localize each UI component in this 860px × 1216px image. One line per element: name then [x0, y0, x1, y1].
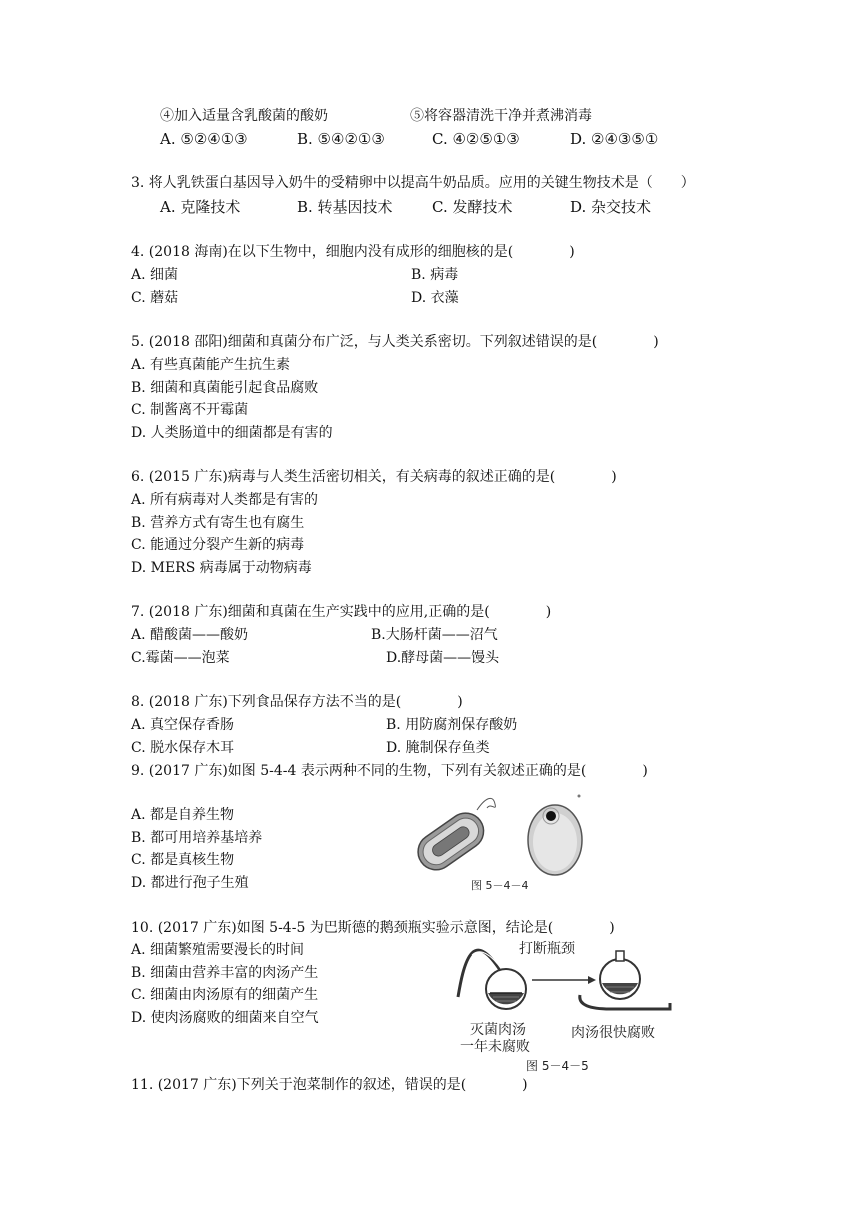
arrow-icon: [532, 976, 596, 984]
prev-option-a: A. ⑤②④①③: [160, 130, 248, 148]
q10-option-d: D. 使肉汤腐败的细菌来自空气: [131, 1010, 319, 1026]
prev-option-d: D. ②④③⑤①: [570, 130, 659, 148]
q10-option-b: B. 细菌由营养丰富的肉汤产生: [131, 965, 319, 981]
figure-5-4-5-left-label-1: 灭菌肉汤: [470, 1022, 526, 1038]
q8-option-a: A. 真空保存香肠: [131, 717, 235, 733]
prev-option-b: B. ⑤④②①③: [297, 130, 385, 148]
yeast-cell-illustration: [528, 795, 582, 876]
question-3-stem: 3. 将人乳铁蛋白基因导入奶牛的受精卵中以提高牛奶品质。应用的关键生物技术是（ ）: [131, 175, 695, 191]
figure-5-4-4-caption: 图 5－4－4: [471, 879, 529, 892]
q10-option-a: A. 细菌繁殖需要漫长的时间: [131, 942, 305, 958]
q4-option-d: D. 衣藻: [411, 290, 459, 306]
q5-option-b: B. 细菌和真菌能引起食品腐败: [131, 380, 319, 396]
figure-5-4-5-right-label: 肉汤很快腐败: [571, 1025, 655, 1041]
q5-option-a: A. 有些真菌能产生抗生素: [131, 357, 291, 373]
q7-option-c: C.霉菌——泡菜: [131, 650, 230, 666]
previous-step-5: ⑤将容器清洗干净并煮沸消毒: [410, 108, 592, 124]
q7-option-b: B.大肠杆菌——沼气: [371, 627, 498, 643]
q9-option-d: D. 都进行孢子生殖: [131, 875, 249, 891]
q8-option-c: C. 脱水保存木耳: [131, 740, 235, 756]
question-7-stem: 7. (2018 广东)细菌和真菌在生产实践中的应用,正确的是( ): [131, 604, 552, 620]
q10-option-c: C. 细菌由肉汤原有的细菌产生: [131, 987, 319, 1003]
prev-option-c: C. ④②⑤①③: [432, 130, 520, 148]
q9-option-c: C. 都是真核生物: [131, 852, 235, 868]
q4-option-c: C. 蘑菇: [131, 290, 179, 306]
q4-option-b: B. 病毒: [411, 267, 459, 283]
q4-option-a: A. 细菌: [131, 267, 179, 283]
q5-option-c: C. 制酱离不开霉菌: [131, 402, 249, 418]
figure-5-4-5-left-label-2: 一年未腐败: [460, 1039, 530, 1055]
q7-option-a: A. 醋酸菌——酸奶: [131, 627, 249, 643]
question-4-stem: 4. (2018 海南)在以下生物中，细胞内没有成形的细胞核的是( ): [131, 244, 575, 260]
q8-option-b: B. 用防腐剂保存酸奶: [386, 717, 518, 733]
question-6-stem: 6. (2015 广东)病毒与人类生活密切相关，有关病毒的叙述正确的是( ): [131, 469, 617, 485]
q6-option-a: A. 所有病毒对人类都是有害的: [131, 492, 319, 508]
q7-option-d: D.酵母菌——馒头: [386, 650, 500, 666]
question-10-stem: 10. (2017 广东)如图 5-4-5 为巴斯德的鹅颈瓶实验示意图，结论是( ): [131, 920, 615, 936]
q9-option-b: B. 都可用培养基培养: [131, 830, 263, 846]
question-11-stem: 11. (2017 广东)下列关于泡菜制作的叙述，错误的是( ): [131, 1077, 528, 1093]
bacterium-illustration: [411, 798, 495, 876]
q3-option-a: A. 克隆技术: [160, 198, 241, 216]
q6-option-d: D. MERS 病毒属于动物病毒: [131, 560, 312, 576]
q9-option-a: A. 都是自养生物: [131, 807, 235, 823]
figure-5-4-5-arrow-label: 打断瓶颈: [519, 941, 575, 957]
q6-option-b: B. 营养方式有寄生也有腐生: [131, 515, 305, 531]
swan-neck-flask-illustration: [458, 950, 526, 1009]
question-5-stem: 5. (2018 邵阳)细菌和真菌分布广泛，与人类关系密切。下列叙述错误的是( ): [131, 334, 659, 350]
q5-option-d: D. 人类肠道中的细菌都是有害的: [131, 425, 333, 441]
q3-option-c: C. 发酵技术: [432, 198, 513, 216]
question-8-stem: 8. (2018 广东)下列食品保存方法不当的是( ): [131, 694, 463, 710]
previous-step-4: ④加入适量含乳酸菌的酸奶: [160, 108, 328, 124]
q3-option-b: B. 转基因技术: [297, 198, 393, 216]
q8-option-d: D. 腌制保存鱼类: [386, 740, 490, 756]
q3-option-d: D. 杂交技术: [570, 198, 652, 216]
figure-5-4-5-caption: 图 5－4－5: [526, 1059, 589, 1073]
question-9-stem: 9. (2017 广东)如图 5-4-4 表示两种不同的生物，下列有关叙述正确的是( ): [131, 763, 648, 779]
q6-option-c: C. 能通过分裂产生新的病毒: [131, 537, 305, 553]
